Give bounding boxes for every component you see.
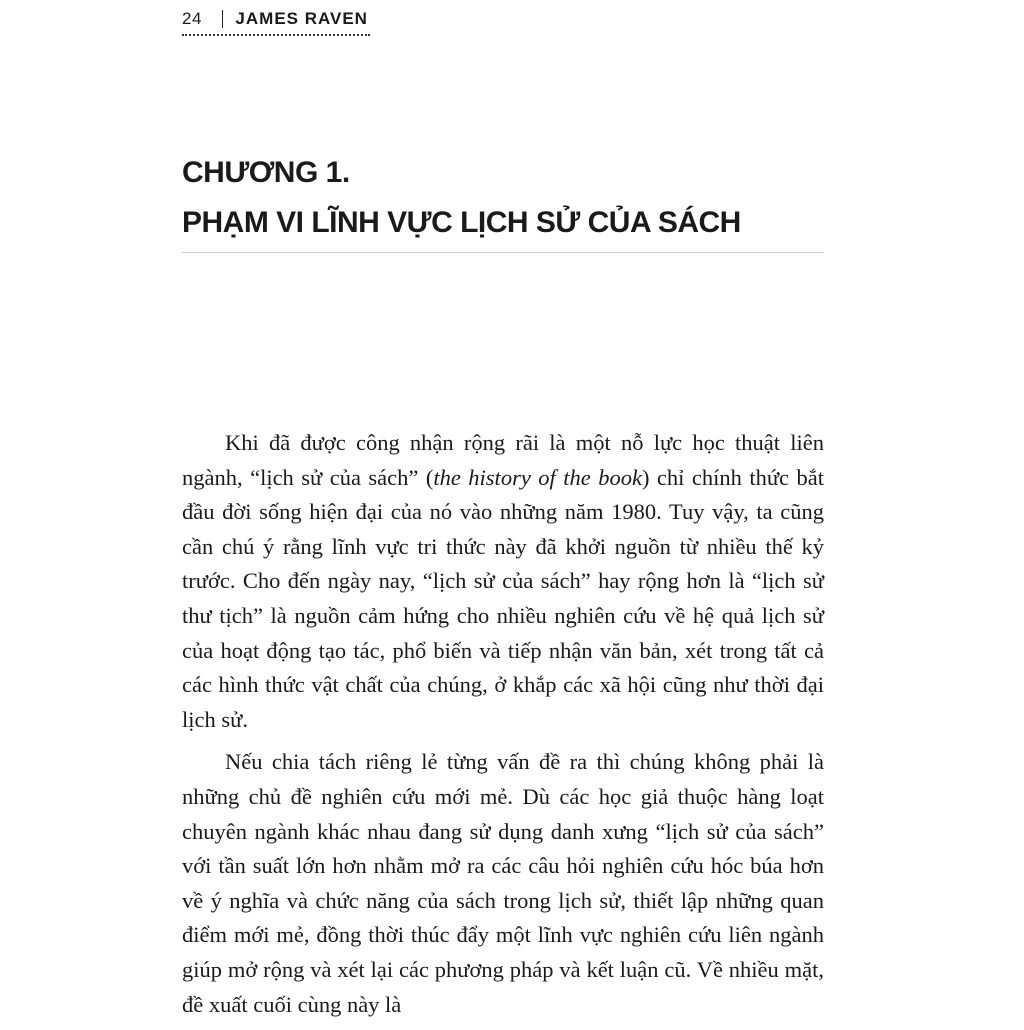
body-text — [182, 426, 824, 1030]
running-header — [182, 4, 370, 36]
paragraph-1-start: Khi đã được công nhận rộng rãi là một nỗ lực học thuật liên ngành, “lịch sử của sách” ( — [182, 430, 824, 490]
page-number: 24 — [182, 9, 202, 28]
paragraph-1 — [182, 426, 824, 737]
chapter-title: PHẠM VI LĨNH VỰC LỊCH SỬ CỦA SÁCH — [182, 206, 741, 239]
author-name: JAMES RAVEN — [235, 9, 368, 28]
header-separator — [222, 10, 224, 28]
paragraph-2: Nếu chia tách riêng lẻ từng vấn đề ra thì chúng không phải là những chủ đề nghiên cứu mới mẻ. Dù các học giả thuộc hàng loạt chuyên ngành khác nhau đang sử dụng danh xưng “lịch sử của sách” với tần suất lớn hơn nhằm mở ra các câu hỏi nghiên cứu hóc búa hơn về ý nghĩa và chức năng của sách trong lịch sử, thiết lập những quan điểm mới mẻ, đồng thời thúc đẩy một lĩnh vực nghiên cứu liên ngành giúp mở rộng và xét lại các phương pháp và kết luận cũ. Về nhiều mặt, đề xuất cuối cùng này là — [182, 749, 824, 1017]
paragraph-1-rest: ) chỉ chính thức bắt đầu đời sống hiện đại của nó vào những năm 1980. Tuy vậy, ta cũng cần chú ý rằng lĩnh vực tri thức này đã khởi nguồn từ nhiều thế kỷ trước. Cho đến ngày nay, “lịch sử của sách” hay rộng hơn là “lịch sử thư tịch” là nguồn cảm hứng cho nhiều nghiên cứu về hệ quả lịch sử của hoạt động tạo tác, phổ biến và tiếp nhận văn bản, xét trong tất cả các hình thức vật chất của chúng, ở khắp các xã hội cũng như thời đại lịch sử. — [182, 464, 824, 732]
paragraph-1-italic-term: the history of the book — [433, 464, 642, 490]
chapter-heading — [182, 148, 824, 253]
chapter-label: CHƯƠNG 1. — [182, 156, 350, 189]
